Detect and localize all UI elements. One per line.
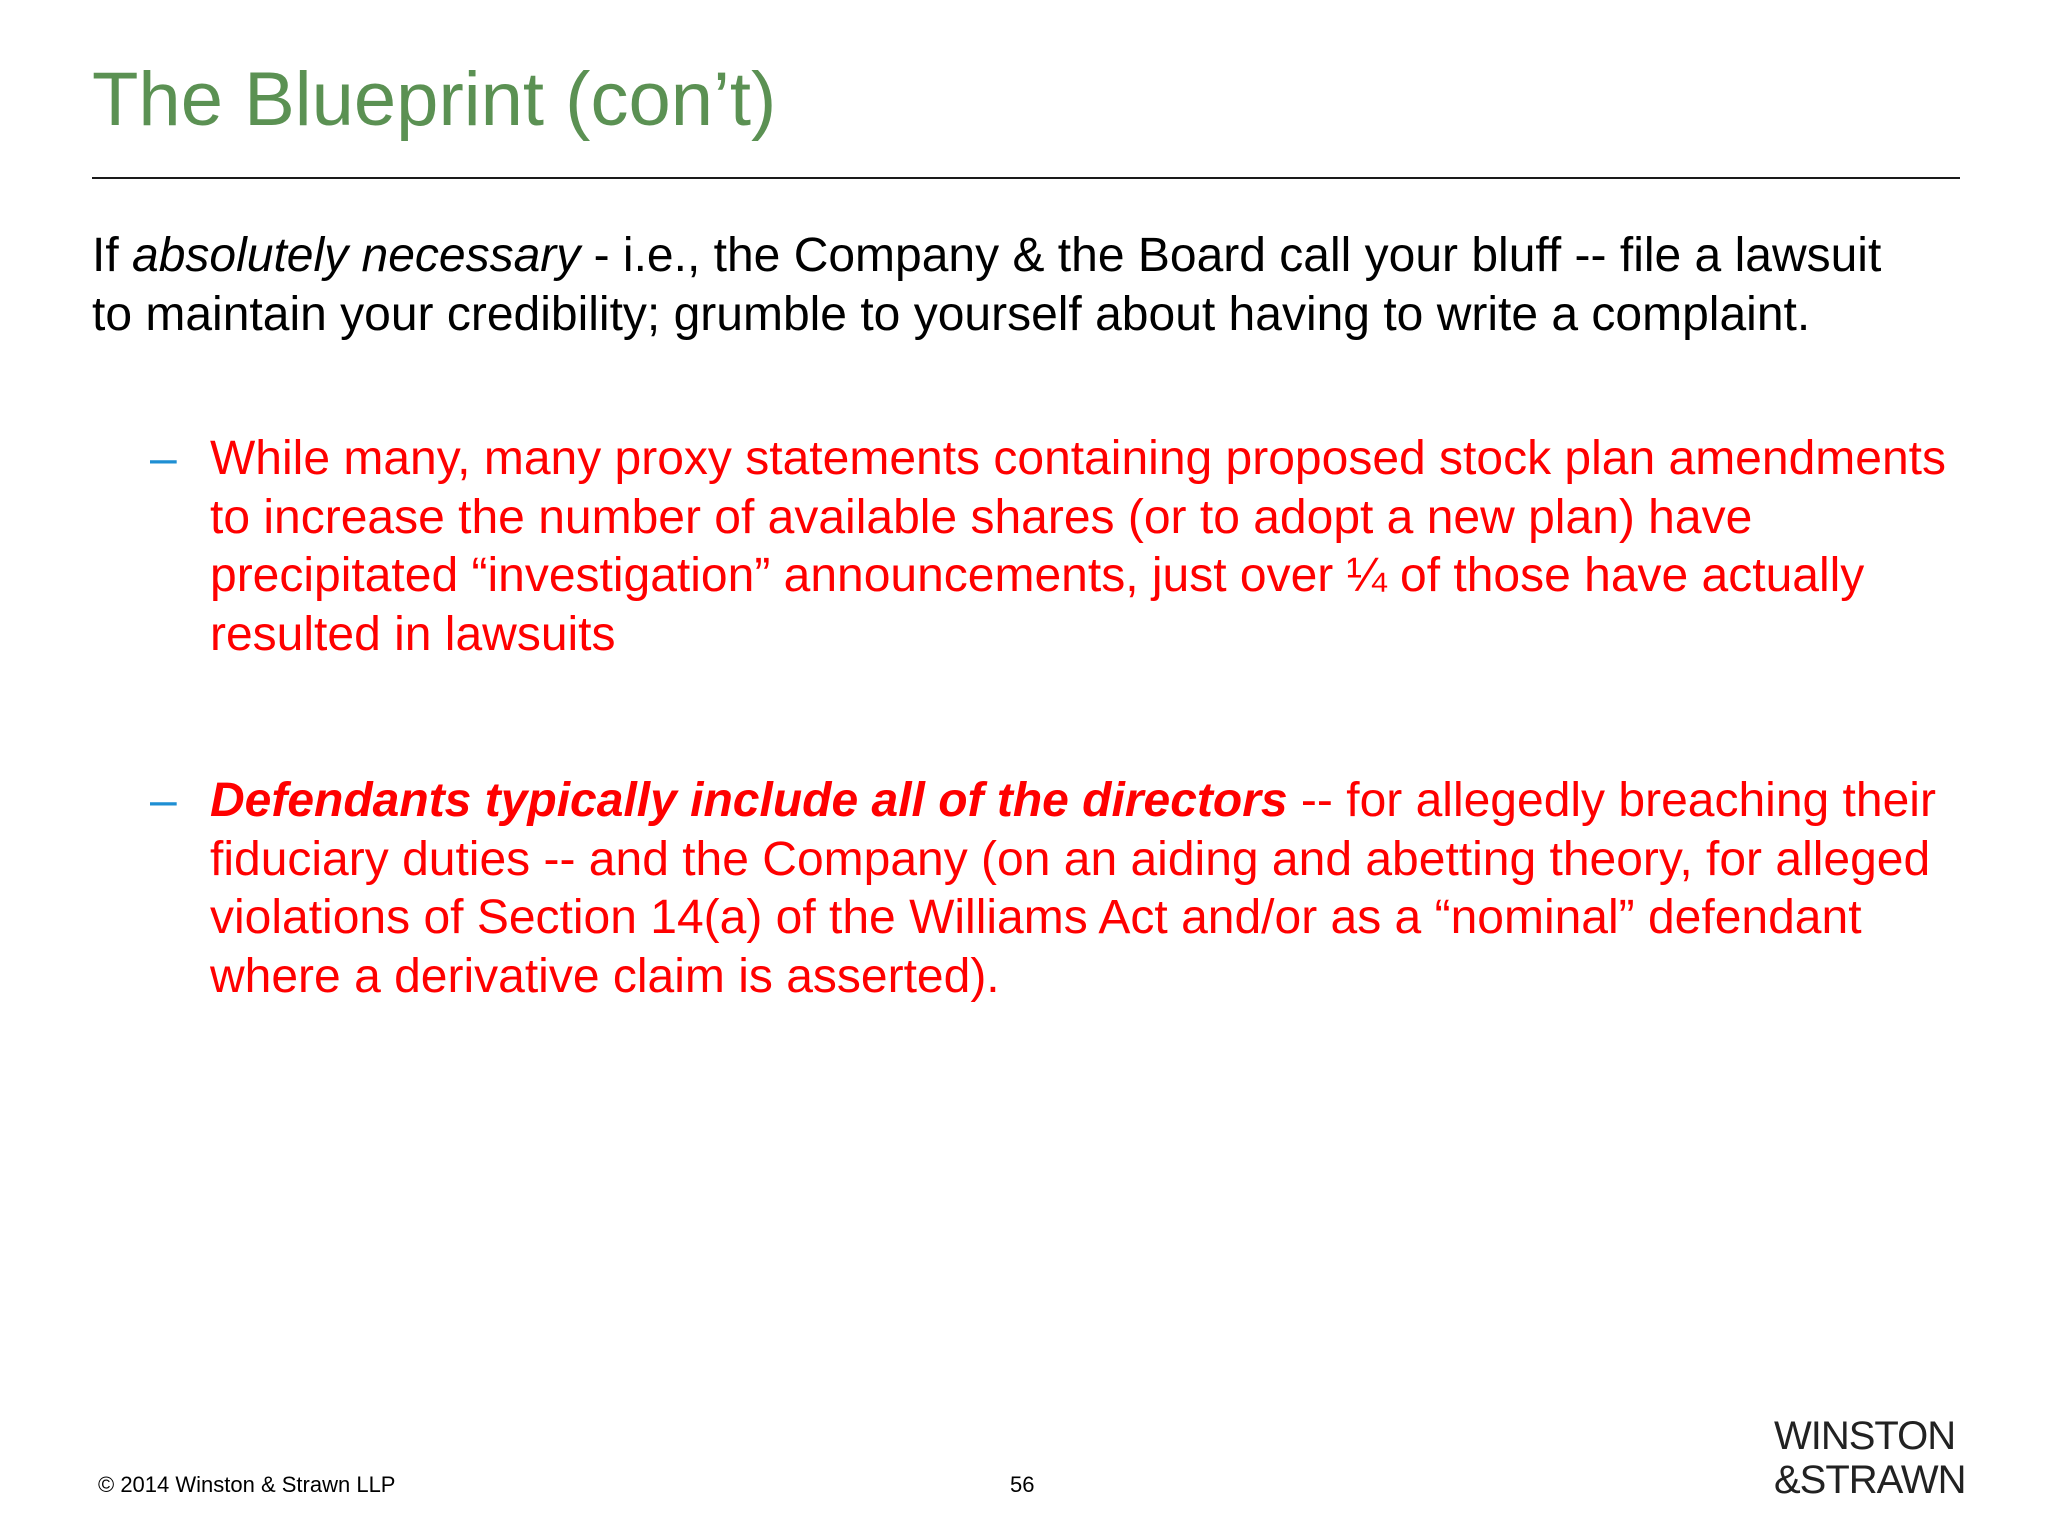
logo-line-2: &STRAWN: [1774, 1458, 1966, 1502]
bullet-item: [150, 772, 1980, 1006]
logo-line-1: WINSTON: [1774, 1414, 1956, 1458]
bullet-bold-lead: Defendants typically include all of the directors: [210, 774, 1288, 827]
bullet-text-body: While many, many proxy statements containing proposed stock plan amendments to increase the number of available shares (or to adopt a new plan) have precipitated “investigation” announcements, just over ¼ of those have actually resulted in lawsuits: [210, 432, 1946, 661]
title-divider: [92, 177, 1960, 179]
slide-title: The Blueprint (con’t): [92, 57, 777, 142]
footer-copyright: © 2014 Winston & Strawn LLP: [98, 1472, 396, 1497]
bullet-text: [210, 430, 1970, 664]
bullet-dash: –: [150, 774, 177, 827]
intro-emphasis: absolutely necessary: [132, 229, 581, 282]
intro-rest: - i.e., the Company & the Board call your bluff -- file a lawsuit to maintain your credibility; grumble to yourself about having to write a complaint.: [92, 229, 1882, 341]
bullet-text: [210, 772, 2000, 1006]
intro-paragraph: [92, 226, 1892, 344]
page-number: 56: [1010, 1472, 1035, 1497]
bullet-dash: –: [150, 432, 177, 485]
winston-strawn-logo: [1774, 1414, 1964, 1506]
bullet-text-body: -- for allegedly breaching their fiduciary duties -- and the Company (on an aiding and abetting theory, for alleged violations of Section 14(a) of the Williams Act and/or as a “nominal” defendant where a derivative claim is asserted).: [210, 774, 1936, 1003]
intro-prefix: If: [92, 229, 133, 282]
bullet-item: [150, 430, 1980, 664]
